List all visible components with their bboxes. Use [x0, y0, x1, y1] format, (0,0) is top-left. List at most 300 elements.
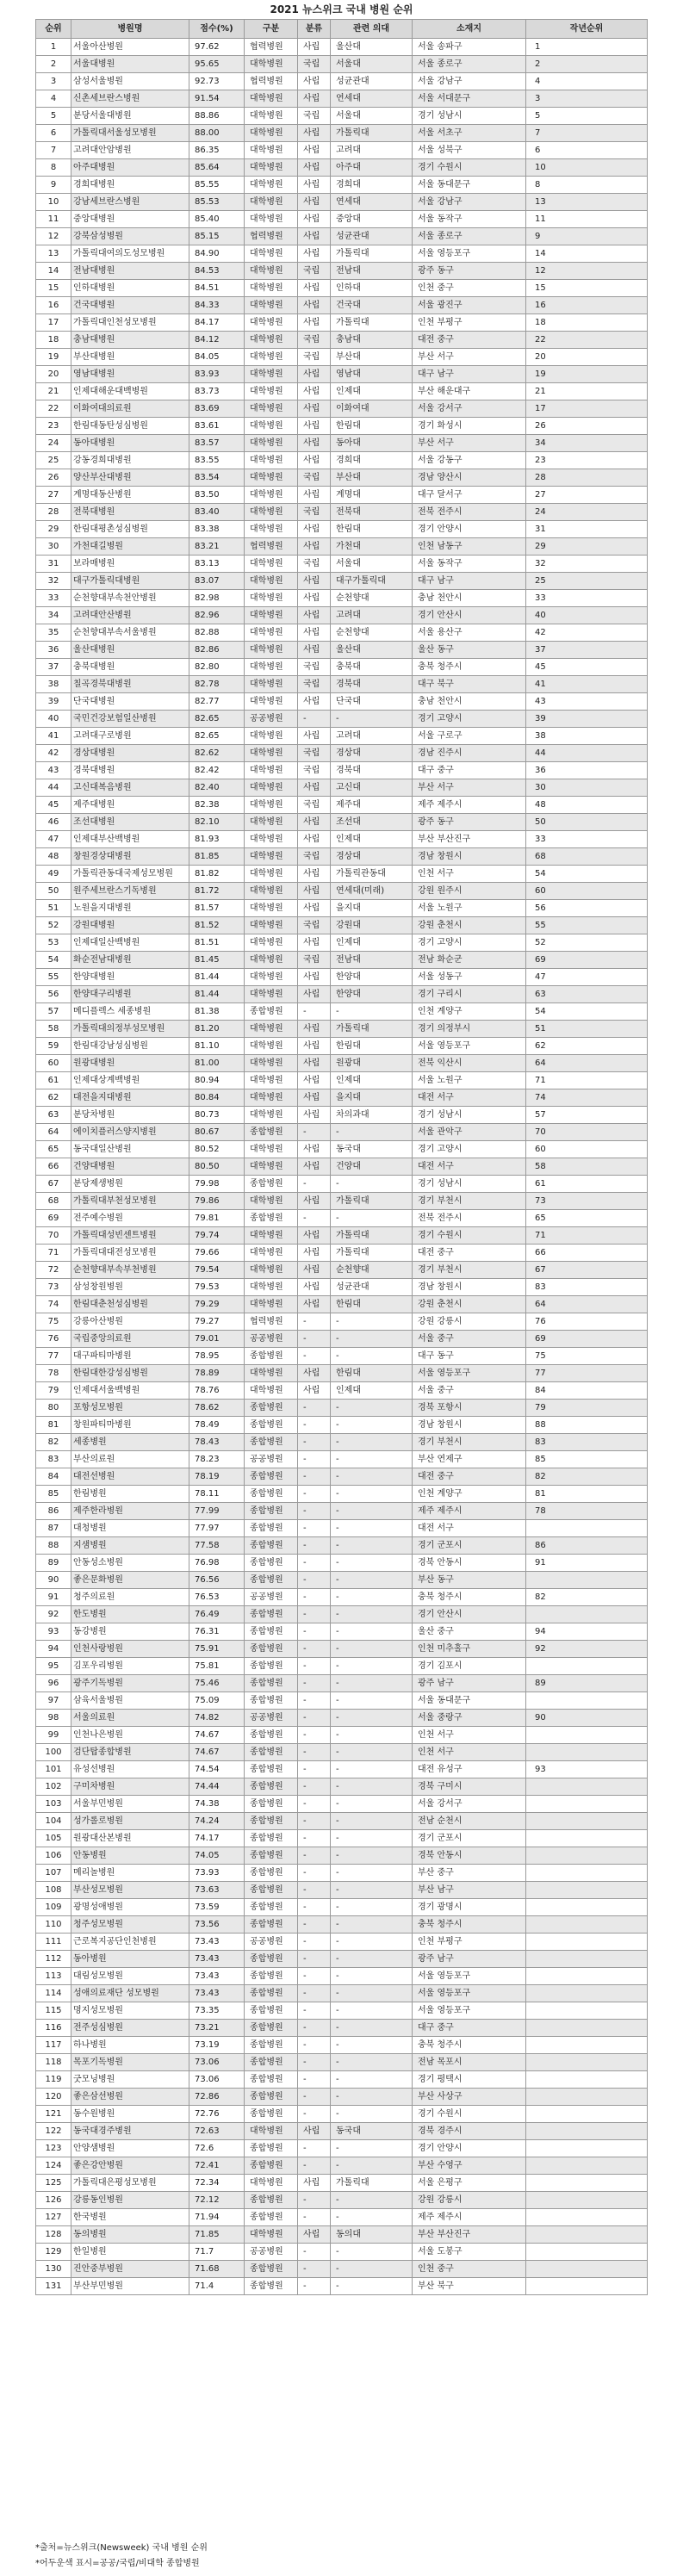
cell-medical-school: - [331, 1417, 413, 1434]
cell-type: 대학병원 [245, 607, 298, 624]
cell-type: 대학병원 [245, 332, 298, 349]
cell-category: 사립 [298, 142, 331, 159]
table-row [36, 883, 648, 900]
cell-score: 72.63 [189, 2123, 245, 2140]
cell-rank: 92 [36, 1606, 71, 1623]
cell-score: 82.10 [189, 814, 245, 831]
cell-category: - [298, 1124, 331, 1141]
table-row [36, 1830, 648, 1847]
cell-medical-school: 부산대 [331, 349, 413, 366]
cell-category: 사립 [298, 866, 331, 883]
cell-location: 서울 강동구 [413, 452, 526, 469]
cell-rank: 97 [36, 1692, 71, 1710]
cell-location: 서울 동대문구 [413, 1692, 526, 1710]
table-row [36, 1796, 648, 1813]
cell-score: 80.52 [189, 1141, 245, 1158]
cell-type: 대학병원 [245, 521, 298, 538]
table-row [36, 728, 648, 745]
table-row [36, 1882, 648, 1899]
cell-category: 사립 [298, 538, 331, 556]
cell-type: 종합병원 [245, 2037, 298, 2054]
cell-score: 79.53 [189, 1279, 245, 1296]
cell-hospital-name: 광명성애병원 [71, 1899, 189, 1916]
cell-previous-rank [526, 2226, 648, 2244]
cell-category: - [298, 2209, 331, 2226]
cell-category: - [298, 711, 331, 728]
cell-previous-rank: 28 [526, 469, 648, 487]
footnote-legend: *어두운색 표시=공공/국립/비대학 종합병원 [35, 2559, 200, 2568]
cell-hospital-name: 청주성모병원 [71, 1916, 189, 1934]
cell-location: 서울 강남구 [413, 73, 526, 90]
cell-rank: 124 [36, 2157, 71, 2175]
cell-location: 대전 서구 [413, 1520, 526, 1537]
cell-type: 대학병원 [245, 883, 298, 900]
cell-hospital-name: 부산대병원 [71, 349, 189, 366]
cell-type: 대학병원 [245, 211, 298, 228]
cell-hospital-name: 강원대병원 [71, 917, 189, 934]
cell-medical-school: - [331, 1176, 413, 1193]
cell-medical-school: - [331, 1727, 413, 1744]
cell-medical-school: 가톨릭대 [331, 1193, 413, 1210]
cell-location: 서울 중구 [413, 1331, 526, 1348]
cell-category: - [298, 1641, 331, 1658]
table-row [36, 469, 648, 487]
cell-location: 강원 원주시 [413, 883, 526, 900]
cell-location: 대구 동구 [413, 1348, 526, 1365]
cell-category: - [298, 1968, 331, 1985]
cell-location: 부산 해운대구 [413, 383, 526, 400]
cell-category: - [298, 1985, 331, 2002]
cell-rank: 62 [36, 1089, 71, 1107]
cell-category: - [298, 2157, 331, 2175]
table-row [36, 676, 648, 693]
cell-hospital-name: 순천향대부속부천병원 [71, 1262, 189, 1279]
cell-rank: 42 [36, 745, 71, 762]
cell-rank: 25 [36, 452, 71, 469]
cell-previous-rank: 13 [526, 194, 648, 211]
cell-type: 공공병원 [245, 711, 298, 728]
cell-medical-school: 경희대 [331, 452, 413, 469]
cell-rank: 54 [36, 952, 71, 969]
cell-previous-rank [526, 1778, 648, 1796]
cell-category: 사립 [298, 624, 331, 642]
cell-score: 81.57 [189, 900, 245, 917]
cell-type: 대학병원 [245, 1279, 298, 1296]
cell-medical-school: 순천향대 [331, 590, 413, 607]
cell-type: 종합병원 [245, 1176, 298, 1193]
cell-medical-school: - [331, 1606, 413, 1623]
cell-category: 사립 [298, 1262, 331, 1279]
cell-category: 사립 [298, 900, 331, 917]
cell-type: 공공병원 [245, 1331, 298, 1348]
cell-type: 대학병원 [245, 1141, 298, 1158]
cell-category: 사립 [298, 245, 331, 263]
cell-hospital-name: 강릉동인병원 [71, 2192, 189, 2209]
table-row [36, 1021, 648, 1038]
cell-type: 종합병원 [245, 2071, 298, 2089]
cell-previous-rank [526, 1882, 648, 1899]
cell-medical-school: 성균관대 [331, 228, 413, 245]
cell-location: 부산 연제구 [413, 1451, 526, 1468]
cell-location: 서울 관악구 [413, 1124, 526, 1141]
cell-rank: 43 [36, 762, 71, 779]
cell-location: 인천 부평구 [413, 1934, 526, 1951]
cell-hospital-name: 검단탑종합병원 [71, 1744, 189, 1761]
cell-type: 대학병원 [245, 194, 298, 211]
cell-category: 사립 [298, 1055, 331, 1072]
cell-category: - [298, 1555, 331, 1572]
cell-medical-school: 건국대 [331, 297, 413, 314]
cell-category: 사립 [298, 280, 331, 297]
cell-location: 경북 경주시 [413, 2123, 526, 2140]
table-row [36, 1227, 648, 1245]
cell-rank: 130 [36, 2261, 71, 2278]
cell-score: 71.7 [189, 2244, 245, 2261]
cell-location: 서울 중구 [413, 1382, 526, 1400]
cell-category: 사립 [298, 573, 331, 590]
cell-hospital-name: 인제대상계백병원 [71, 1072, 189, 1089]
cell-previous-rank: 84 [526, 1382, 648, 1400]
cell-type: 대학병원 [245, 900, 298, 917]
cell-score: 84.90 [189, 245, 245, 263]
table-row [36, 1572, 648, 1589]
cell-previous-rank: 92 [526, 1641, 648, 1658]
cell-type: 종합병원 [245, 1813, 298, 1830]
cell-score: 73.06 [189, 2054, 245, 2071]
cell-previous-rank: 38 [526, 728, 648, 745]
cell-category: 사립 [298, 1279, 331, 1296]
cell-previous-rank: 60 [526, 883, 648, 900]
table-row [36, 1262, 648, 1279]
cell-score: 79.66 [189, 1245, 245, 1262]
cell-medical-school: 부산대 [331, 469, 413, 487]
cell-hospital-name: 김포우리병원 [71, 1658, 189, 1675]
cell-hospital-name: 한림대한강성심병원 [71, 1365, 189, 1382]
cell-previous-rank: 29 [526, 538, 648, 556]
cell-location: 강원 강릉시 [413, 2192, 526, 2209]
cell-previous-rank [526, 1934, 648, 1951]
cell-score: 84.05 [189, 349, 245, 366]
cell-score: 81.10 [189, 1038, 245, 1055]
cell-hospital-name: 건양대병원 [71, 1158, 189, 1176]
cell-type: 종합병원 [245, 1417, 298, 1434]
cell-medical-school: 가톨릭대 [331, 1245, 413, 1262]
cell-location: 서울 성동구 [413, 969, 526, 986]
cell-hospital-name: 보라매병원 [71, 556, 189, 573]
table-row [36, 1623, 648, 1641]
table-row [36, 2226, 648, 2244]
cell-type: 종합병원 [245, 2157, 298, 2175]
cell-rank: 1 [36, 39, 71, 56]
cell-previous-rank: 25 [526, 573, 648, 590]
cell-score: 88.00 [189, 125, 245, 142]
cell-score: 75.09 [189, 1692, 245, 1710]
cell-previous-rank: 82 [526, 1468, 648, 1486]
cell-location: 경기 수원시 [413, 159, 526, 177]
cell-rank: 50 [36, 883, 71, 900]
cell-type: 종합병원 [245, 1882, 298, 1899]
cell-medical-school: 원광대 [331, 1055, 413, 1072]
cell-rank: 21 [36, 383, 71, 400]
cell-medical-school: - [331, 1899, 413, 1916]
cell-medical-school: 성균관대 [331, 73, 413, 90]
cell-category: - [298, 2071, 331, 2089]
cell-location: 인천 계양구 [413, 1003, 526, 1021]
cell-category: 사립 [298, 814, 331, 831]
cell-score: 79.01 [189, 1331, 245, 1348]
cell-type: 협력병원 [245, 538, 298, 556]
cell-category: - [298, 1003, 331, 1021]
table-row [36, 228, 648, 245]
cell-rank: 58 [36, 1021, 71, 1038]
cell-medical-school: 연세대(미래) [331, 883, 413, 900]
cell-previous-rank: 23 [526, 452, 648, 469]
cell-previous-rank [526, 1520, 648, 1537]
cell-hospital-name: 하나병원 [71, 2037, 189, 2054]
cell-previous-rank: 65 [526, 1210, 648, 1227]
cell-score: 72.41 [189, 2157, 245, 2175]
cell-hospital-name: 강북삼성병원 [71, 228, 189, 245]
cell-score: 91.54 [189, 90, 245, 108]
cell-category: 사립 [298, 728, 331, 745]
cell-hospital-name: 메디플렉스 세종병원 [71, 1003, 189, 1021]
cell-hospital-name: 좋은삼선병원 [71, 2089, 189, 2106]
cell-medical-school: 가톨릭대 [331, 2175, 413, 2192]
cell-location: 경북 포항시 [413, 1400, 526, 1417]
cell-medical-school: 을지대 [331, 900, 413, 917]
cell-score: 71.68 [189, 2261, 245, 2278]
table-row [36, 2089, 648, 2106]
cell-type: 종합병원 [245, 2106, 298, 2123]
cell-rank: 103 [36, 1796, 71, 1813]
cell-hospital-name: 화순전남대병원 [71, 952, 189, 969]
cell-previous-rank [526, 2002, 648, 2020]
cell-hospital-name: 충북대병원 [71, 659, 189, 676]
cell-hospital-name: 서울부민병원 [71, 1796, 189, 1813]
cell-category: 사립 [298, 314, 331, 332]
cell-location: 울산 중구 [413, 1623, 526, 1641]
cell-type: 대학병원 [245, 693, 298, 711]
table-row [36, 1055, 648, 1072]
cell-previous-rank: 3 [526, 90, 648, 108]
cell-medical-school: 한양대 [331, 986, 413, 1003]
table-row [36, 2192, 648, 2209]
cell-previous-rank: 10 [526, 159, 648, 177]
cell-rank: 38 [36, 676, 71, 693]
cell-rank: 26 [36, 469, 71, 487]
cell-medical-school: - [331, 711, 413, 728]
cell-previous-rank [526, 2157, 648, 2175]
cell-category: - [298, 1882, 331, 1899]
table-row [36, 504, 648, 521]
cell-category: 사립 [298, 400, 331, 418]
cell-rank: 111 [36, 1934, 71, 1951]
cell-type: 대학병원 [245, 400, 298, 418]
cell-location: 서울 영등포구 [413, 1038, 526, 1055]
cell-location: 제주 제주시 [413, 797, 526, 814]
cell-previous-rank: 22 [526, 332, 648, 349]
cell-category: - [298, 1331, 331, 1348]
cell-previous-rank: 2 [526, 56, 648, 73]
cell-category: - [298, 2037, 331, 2054]
cell-medical-school: - [331, 1589, 413, 1606]
cell-location: 부산 수영구 [413, 2157, 526, 2175]
cell-hospital-name: 고려대구로병원 [71, 728, 189, 745]
table-row [36, 2175, 648, 2192]
cell-hospital-name: 건국대병원 [71, 297, 189, 314]
cell-rank: 95 [36, 1658, 71, 1675]
cell-previous-rank: 56 [526, 900, 648, 917]
cell-location: 충남 천안시 [413, 693, 526, 711]
cell-medical-school: 단국대 [331, 693, 413, 711]
cell-category: 사립 [298, 418, 331, 435]
cell-score: 78.95 [189, 1348, 245, 1365]
cell-score: 73.63 [189, 1882, 245, 1899]
cell-medical-school: - [331, 1847, 413, 1865]
cell-medical-school: - [331, 1503, 413, 1520]
cell-type: 종합병원 [245, 2002, 298, 2020]
cell-category: - [298, 1572, 331, 1589]
cell-rank: 4 [36, 90, 71, 108]
cell-score: 76.31 [189, 1623, 245, 1641]
cell-rank: 93 [36, 1623, 71, 1641]
hospital-ranking-table [35, 19, 648, 2295]
cell-category: - [298, 1520, 331, 1537]
cell-medical-school: 차의과대 [331, 1107, 413, 1124]
cell-rank: 2 [36, 56, 71, 73]
cell-rank: 82 [36, 1434, 71, 1451]
cell-location: 부산 부산진구 [413, 2226, 526, 2244]
cell-rank: 3 [36, 73, 71, 90]
table-row [36, 1847, 648, 1865]
cell-location: 대전 중구 [413, 1468, 526, 1486]
cell-rank: 87 [36, 1520, 71, 1537]
table-row [36, 2054, 648, 2071]
cell-location: 서울 서대문구 [413, 90, 526, 108]
cell-medical-school: - [331, 1934, 413, 1951]
cell-score: 75.46 [189, 1675, 245, 1692]
cell-medical-school: 전남대 [331, 952, 413, 969]
cell-hospital-name: 영남대병원 [71, 366, 189, 383]
cell-location: 서울 동대문구 [413, 177, 526, 194]
cell-score: 84.17 [189, 314, 245, 332]
cell-type: 대학병원 [245, 1072, 298, 1089]
cell-category: - [298, 2192, 331, 2209]
table-row [36, 245, 648, 263]
cell-rank: 116 [36, 2020, 71, 2037]
table-row [36, 142, 648, 159]
cell-medical-school: 대구가톨릭대 [331, 573, 413, 590]
cell-category: 국립 [298, 504, 331, 521]
cell-score: 78.89 [189, 1365, 245, 1382]
cell-category: - [298, 2244, 331, 2261]
cell-score: 74.67 [189, 1727, 245, 1744]
cell-hospital-name: 양산부산대병원 [71, 469, 189, 487]
cell-hospital-name: 세종병원 [71, 1434, 189, 1451]
cell-previous-rank: 42 [526, 624, 648, 642]
cell-score: 77.97 [189, 1520, 245, 1537]
table-row [36, 573, 648, 590]
cell-rank: 5 [36, 108, 71, 125]
cell-category: 사립 [298, 1382, 331, 1400]
table-row [36, 1193, 648, 1210]
cell-location: 경남 양산시 [413, 469, 526, 487]
cell-previous-rank: 12 [526, 263, 648, 280]
cell-type: 대학병원 [245, 917, 298, 934]
cell-medical-school: - [331, 2089, 413, 2106]
header-medical-school: 관련 의대 [331, 20, 413, 39]
cell-medical-school: 계명대 [331, 487, 413, 504]
cell-location: 서울 성북구 [413, 142, 526, 159]
cell-category: - [298, 1313, 331, 1331]
cell-hospital-name: 한림대평촌성심병원 [71, 521, 189, 538]
cell-previous-rank: 41 [526, 676, 648, 693]
cell-category: 국립 [298, 952, 331, 969]
table-row [36, 693, 648, 711]
cell-type: 대학병원 [245, 1193, 298, 1210]
cell-location: 경기 부천시 [413, 1262, 526, 1279]
cell-score: 73.43 [189, 1934, 245, 1951]
cell-previous-rank: 83 [526, 1279, 648, 1296]
cell-previous-rank: 60 [526, 1141, 648, 1158]
table-row [36, 1899, 648, 1916]
cell-previous-rank [526, 1985, 648, 2002]
table-row [36, 1417, 648, 1434]
cell-hospital-name: 삼육서울병원 [71, 1692, 189, 1710]
cell-hospital-name: 한림대동탄성심병원 [71, 418, 189, 435]
cell-category: - [298, 1744, 331, 1761]
cell-type: 종합병원 [245, 1658, 298, 1675]
cell-hospital-name: 유성선병원 [71, 1761, 189, 1778]
table-row [36, 39, 648, 56]
cell-score: 85.55 [189, 177, 245, 194]
cell-previous-rank: 31 [526, 521, 648, 538]
table-row [36, 366, 648, 383]
cell-category: 사립 [298, 1227, 331, 1245]
cell-hospital-name: 전주예수병원 [71, 1210, 189, 1227]
cell-hospital-name: 가톨릭대은평성모병원 [71, 2175, 189, 2192]
cell-hospital-name: 가천대길병원 [71, 538, 189, 556]
cell-rank: 34 [36, 607, 71, 624]
cell-hospital-name: 대전선병원 [71, 1468, 189, 1486]
cell-previous-rank: 27 [526, 487, 648, 504]
cell-location: 경북 안동시 [413, 1555, 526, 1572]
cell-rank: 39 [36, 693, 71, 711]
cell-score: 97.62 [189, 39, 245, 56]
cell-previous-rank: 57 [526, 1107, 648, 1124]
table-row [36, 2020, 648, 2037]
cell-medical-school: 순천향대 [331, 624, 413, 642]
cell-category: - [298, 1778, 331, 1796]
cell-score: 74.38 [189, 1796, 245, 1813]
cell-medical-school: - [331, 1916, 413, 1934]
cell-previous-rank: 62 [526, 1038, 648, 1055]
cell-category: 사립 [298, 1021, 331, 1038]
cell-hospital-name: 인천나은병원 [71, 1727, 189, 1744]
cell-score: 73.56 [189, 1916, 245, 1934]
cell-score: 85.15 [189, 228, 245, 245]
cell-hospital-name: 고려대안암병원 [71, 142, 189, 159]
cell-hospital-name: 동국대경주병원 [71, 2123, 189, 2140]
cell-rank: 125 [36, 2175, 71, 2192]
cell-previous-rank: 90 [526, 1710, 648, 1727]
cell-hospital-name: 조선대병원 [71, 814, 189, 831]
cell-medical-school: - [331, 1486, 413, 1503]
cell-hospital-name: 고려대안산병원 [71, 607, 189, 624]
table-row [36, 263, 648, 280]
cell-previous-rank: 83 [526, 1434, 648, 1451]
cell-type: 종합병원 [245, 1675, 298, 1692]
